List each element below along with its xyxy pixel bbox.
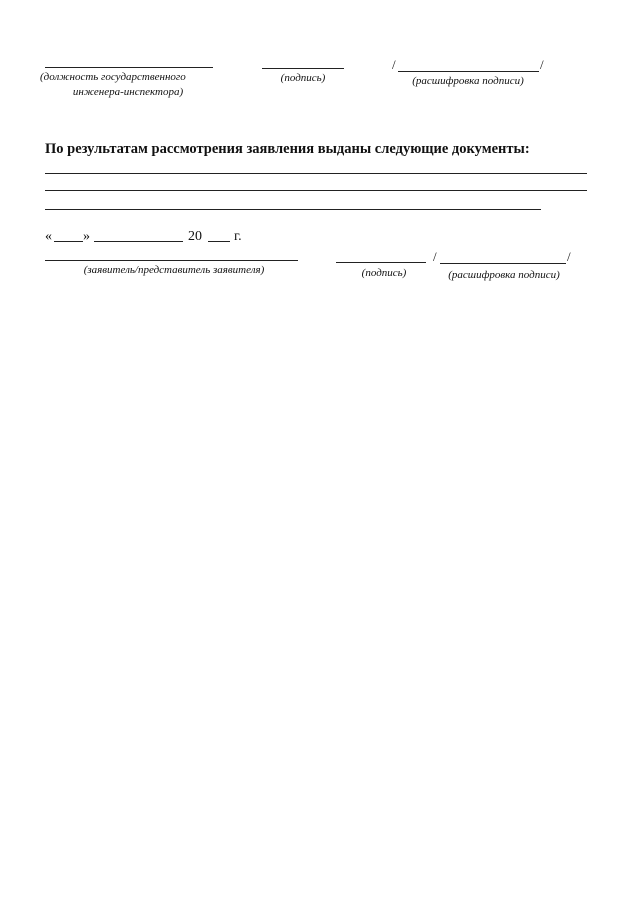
inspector-signature-line[interactable] bbox=[262, 68, 344, 69]
applicant-signature-caption: (подпись) bbox=[361, 267, 407, 279]
inspector-decoding-slash-open: / bbox=[392, 57, 396, 72]
inspector-position-caption-1: (должность государственного bbox=[40, 71, 186, 83]
date-year-prefix: 20 bbox=[188, 229, 202, 244]
inspector-position-caption-2: инженера-инспектора) bbox=[72, 86, 184, 98]
documents-line-3[interactable] bbox=[45, 209, 541, 210]
date-open-quote: « bbox=[45, 229, 52, 244]
applicant-line[interactable] bbox=[45, 260, 298, 261]
documents-line-2[interactable] bbox=[45, 190, 587, 191]
applicant-decoding-slash-close: / bbox=[567, 249, 571, 264]
inspector-decoding-caption: (расшифровка подписи) bbox=[412, 75, 524, 87]
applicant-signature-line[interactable] bbox=[336, 262, 426, 263]
inspector-decoding-slash-close: / bbox=[540, 57, 544, 72]
date-month-line[interactable] bbox=[94, 241, 183, 242]
inspector-decoding-line[interactable] bbox=[398, 71, 539, 72]
documents-heading: По результатам рассмотрения заявления выданы следующие документы: bbox=[45, 141, 530, 157]
applicant-decoding-caption: (расшифровка подписи) bbox=[448, 269, 560, 281]
applicant-caption: (заявитель/представитель заявителя) bbox=[83, 264, 265, 276]
date-day-line[interactable] bbox=[54, 241, 83, 242]
date-year-suffix: г. bbox=[234, 229, 242, 244]
applicant-decoding-slash-open: / bbox=[433, 249, 437, 264]
documents-line-1[interactable] bbox=[45, 173, 587, 174]
applicant-decoding-line[interactable] bbox=[440, 263, 566, 264]
inspector-position-line[interactable] bbox=[45, 67, 213, 68]
date-close-quote: » bbox=[83, 229, 90, 244]
date-year-line[interactable] bbox=[208, 241, 230, 242]
inspector-signature-caption: (подпись) bbox=[280, 72, 326, 84]
